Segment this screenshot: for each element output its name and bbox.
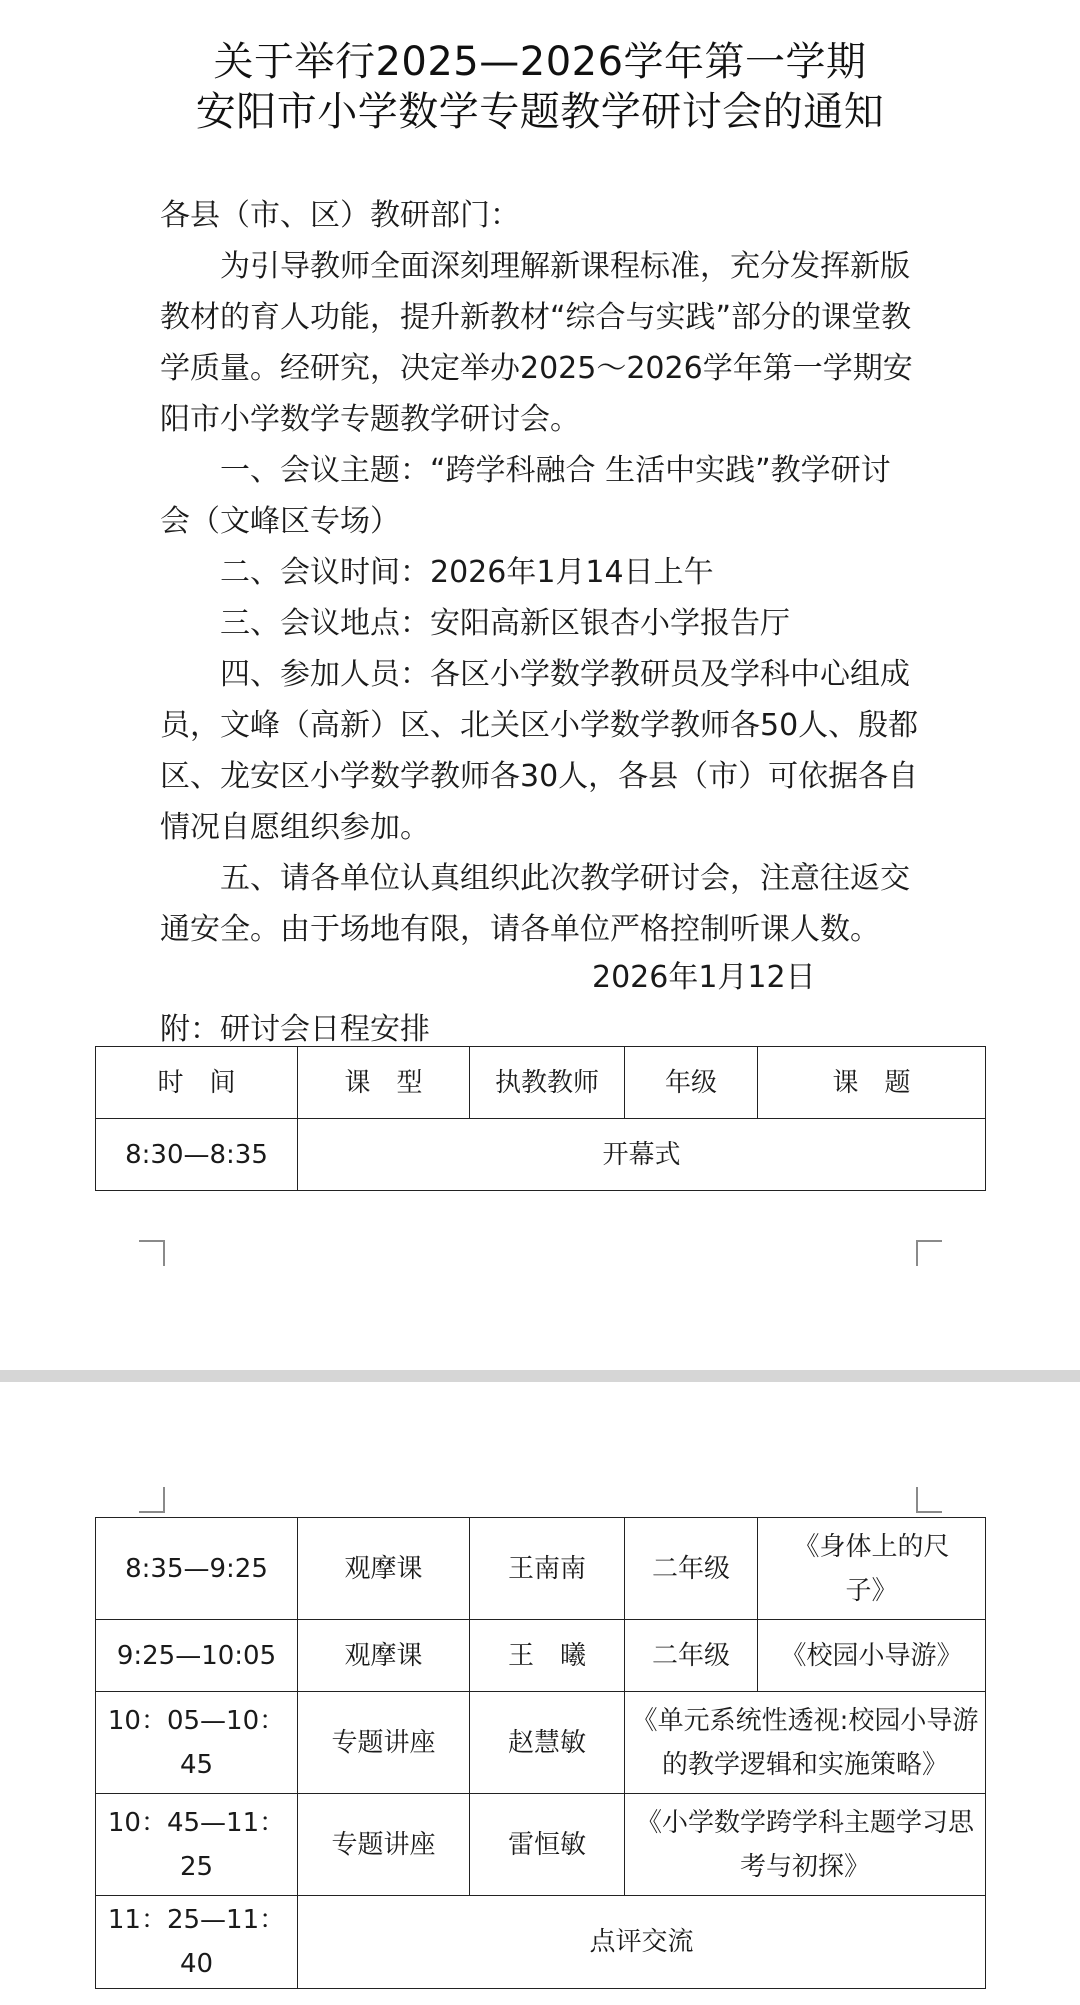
table-row <box>96 1692 986 1794</box>
header-time: 时 间 <box>96 1047 298 1119</box>
header-grade: 年级 <box>625 1047 758 1119</box>
table-row <box>96 1794 986 1896</box>
cell-teacher: 赵慧敏 <box>470 1692 625 1794</box>
header-topic: 课 题 <box>758 1047 986 1119</box>
cell-opening-label: 开幕式 <box>298 1119 986 1191</box>
cell-type: 观摩课 <box>298 1620 470 1692</box>
cell-grade: 二年级 <box>625 1620 758 1692</box>
cell-type: 专题讲座 <box>298 1794 470 1896</box>
document-page-2 <box>0 1382 1080 2005</box>
topic-line: 子》 <box>845 1575 898 1606</box>
cell-grade: 二年级 <box>625 1518 758 1620</box>
paragraph-time: 二、会议时间：2026年1月14日上午 <box>220 555 714 590</box>
cell-time: 8:35—9:25 <box>96 1518 298 1620</box>
topic-line: 《单元系统性透视:校园小导游 <box>631 1705 979 1736</box>
page-corner-mark <box>916 1240 942 1266</box>
paragraph-theme: 一、会议主题：“跨学科融合 生活中实践”教学研讨会（文峰区专场） <box>160 453 891 539</box>
page-corner-mark <box>916 1487 942 1513</box>
paragraph-intro: 为引导教师全面深刻理解新课程标准，充分发挥新版教材的育人功能，提升新教材“综合与实践”部分的课堂教学质量。经研究，决定举办2025～2026学年第一学期安阳市小学数学专题教学研讨会。 <box>160 249 913 437</box>
addressee: 各县（市、区）教研部门： <box>160 198 520 233</box>
cell-type: 观摩课 <box>298 1518 470 1620</box>
page-separator <box>0 1370 1080 1382</box>
table-row <box>96 1518 986 1620</box>
table-row <box>96 1620 986 1692</box>
notice-body <box>160 190 920 955</box>
cell-topic <box>758 1518 986 1620</box>
title-line-2: 安阳市小学数学专题教学研讨会的通知 <box>195 89 885 135</box>
schedule-table-part-1 <box>95 1046 986 1191</box>
cell-type: 专题讲座 <box>298 1692 470 1794</box>
cell-teacher: 雷恒敏 <box>470 1794 625 1896</box>
cell-closing-label: 点评交流 <box>298 1896 986 1989</box>
cell-time: 10：45—11：25 <box>96 1794 298 1896</box>
paragraph-location: 三、会议地点：安阳高新区银杏小学报告厅 <box>220 606 790 641</box>
topic-line: 的教学逻辑和实施策略》 <box>661 1749 948 1780</box>
cell-teacher: 王南南 <box>470 1518 625 1620</box>
table-row-opening <box>96 1119 986 1191</box>
topic-line: 考与初探》 <box>739 1851 870 1882</box>
page-corner-mark <box>139 1240 165 1266</box>
attachment-title: 附：研讨会日程安排 <box>160 1012 430 1047</box>
topic-line: 《身体上的尺 <box>793 1531 950 1562</box>
cell-topic <box>625 1692 986 1794</box>
cell-time: 10：05—10：45 <box>96 1692 298 1794</box>
paragraph-requirements: 五、请各单位认真组织此次教学研讨会，注意往返交通安全。由于场地有限，请各单位严格控制听课人数。 <box>160 861 910 947</box>
cell-time: 9:25—10:05 <box>96 1620 298 1692</box>
cell-time: 8:30—8:35 <box>96 1119 298 1191</box>
issue-date: 2026年1月12日 <box>592 960 816 995</box>
header-type: 课 型 <box>298 1047 470 1119</box>
header-teacher: 执教教师 <box>470 1047 625 1119</box>
cell-time: 11：25—11：40 <box>96 1896 298 1989</box>
cell-topic <box>625 1794 986 1896</box>
cell-topic: 《校园小导游》 <box>758 1620 986 1692</box>
table-header-row <box>96 1047 986 1119</box>
schedule-table-part-2 <box>95 1517 986 1989</box>
page-corner-mark <box>139 1487 165 1513</box>
topic-line: 《小学数学跨学科主题学习思 <box>635 1807 974 1838</box>
paragraph-participants: 四、参加人员：各区小学数学教研员及学科中心组成员，文峰（高新）区、北关区小学数学教师各50人、殷都区、龙安区小学数学教师各30人，各县（市）可依据各自情况自愿组织参加。 <box>160 657 919 845</box>
title-line-1: 关于举行2025—2026学年第一学期 <box>213 39 867 85</box>
cell-teacher: 王 曦 <box>470 1620 625 1692</box>
table-row-closing <box>96 1896 986 1989</box>
